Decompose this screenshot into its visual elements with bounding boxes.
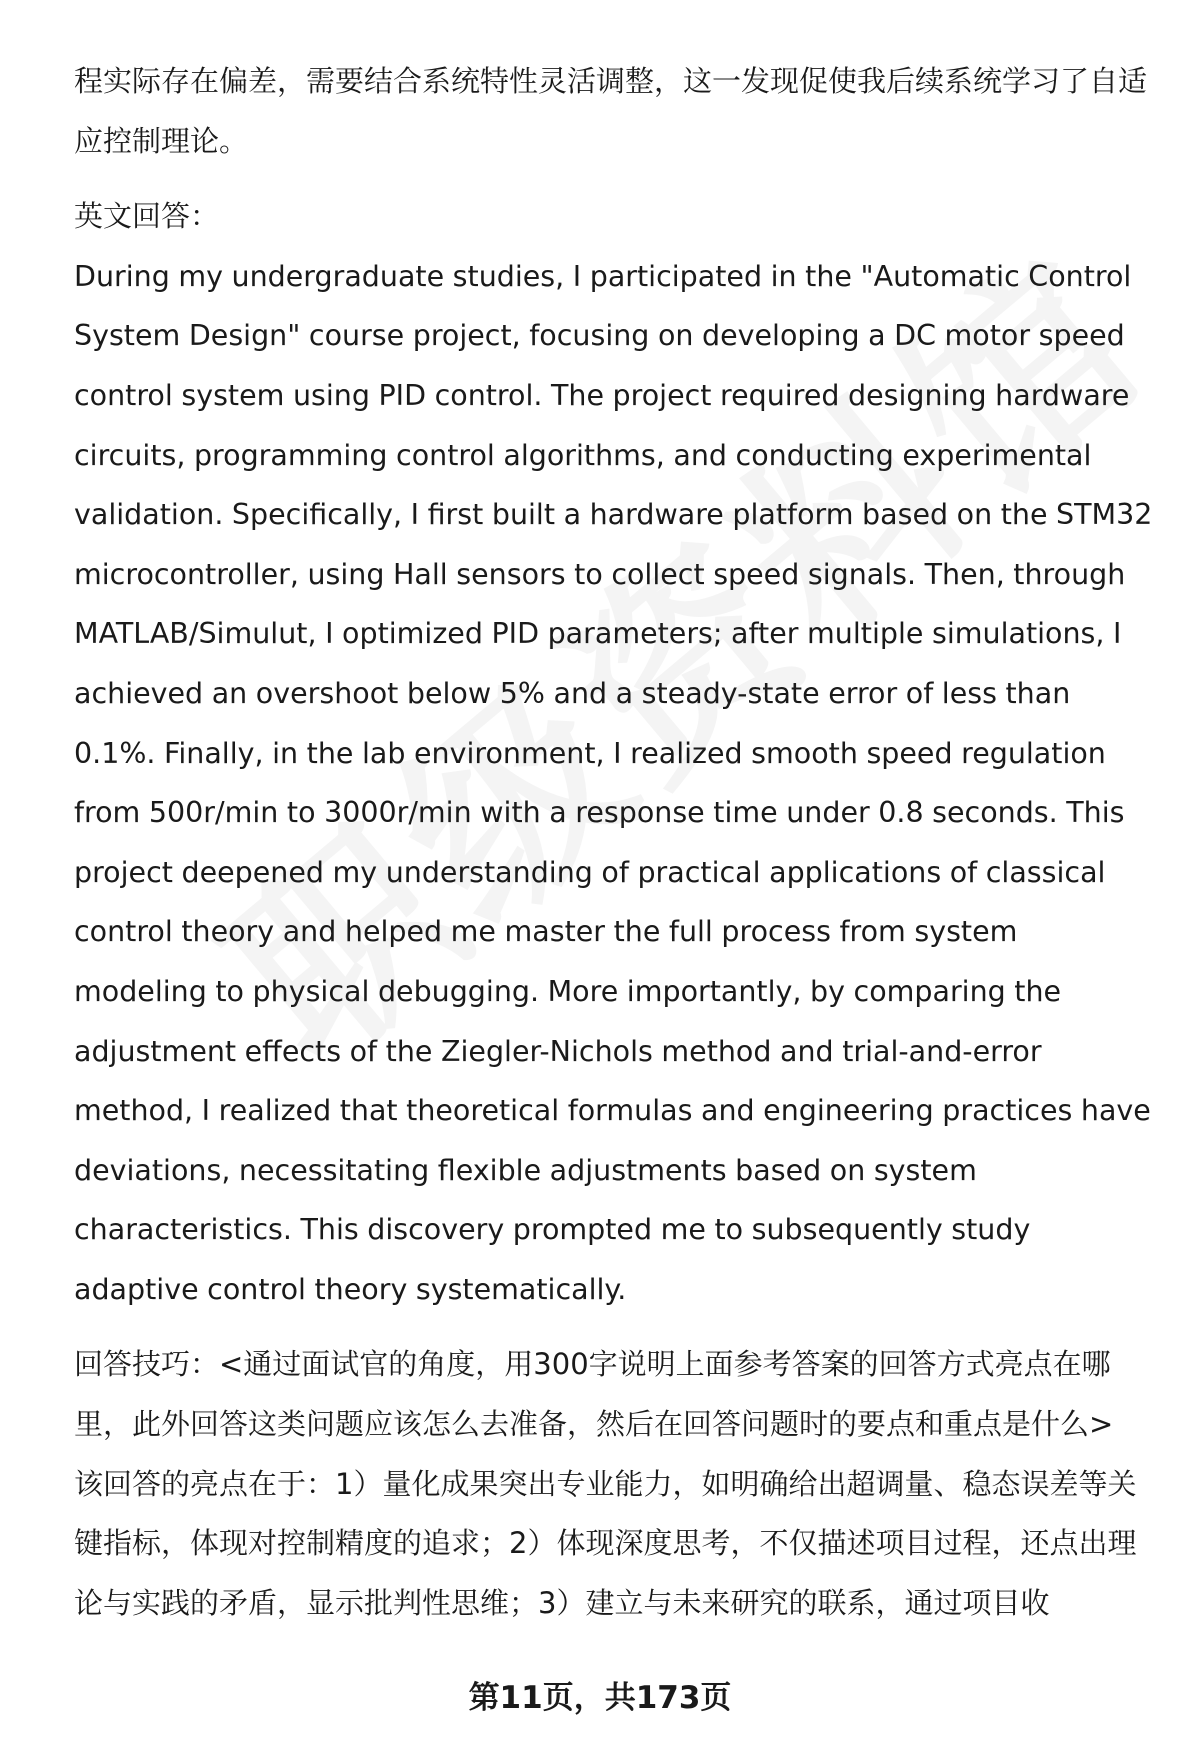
english-answer-heading: 英文回答： — [74, 199, 220, 234]
page-number: 第11页，共173页 — [468, 1680, 732, 1716]
tips-prompt: 回答技巧：<通过面试官的角度，用300字说明上面参考答案的回答方式亮点在哪里，此外回答这类问题应该怎么去准备，然后在回答问题时的要点和重点是什么> — [74, 1347, 1114, 1442]
tips-body: 该回答的亮点在于：1）量化成果突出专业能力，如明确给出超调量、稳态误差等关键指标，体现对控制精度的追求；2）体现深度思考，不仅描述项目过程，还点出理论与实践的矛盾，显示批判性思维；3）建立与未来研究的联系，通过项目收 — [74, 1466, 1137, 1620]
english-answer-text: During my undergraduate studies, I participated in the "Automatic Control System Design" course project, focusing on developing a DC motor speed control system using PID control. The project required designing hardware circuits, programming control algorithms, and conducting experimental validation. Specifically, I first built a hardware platform based on the STM32 microcontroller, using Hall sensors to collect speed signals. Then, through MATLAB/Simulut, I optimized PID parameters; after multiple simulations, I achieved an overshoot below 5% and a steady-state error of less than 0.1%. Finally, in the lab environment, I realized smooth speed regulation from 500r/min to 3000r/min with a response time under 0.8 seconds. This project deepened my understanding of practical applications of classical control theory and helped me master the full process from system modeling to physical debugging. More importantly, by comparing the adjustment effects of the Ziegler-Nichols method and trial-and-error method, I realized that theoretical formulas and engineering practices have deviations, necessitating flexible adjustments based on system characteristics. This discovery prompted me to subsequently study adaptive control theory systematically. — [74, 259, 1153, 1306]
intro-paragraph: 程实际存在偏差，需要结合系统特性灵活调整，这一发现促使我后续系统学习了自适应控制理论。 — [74, 64, 1148, 158]
document-body — [74, 52, 1154, 1633]
